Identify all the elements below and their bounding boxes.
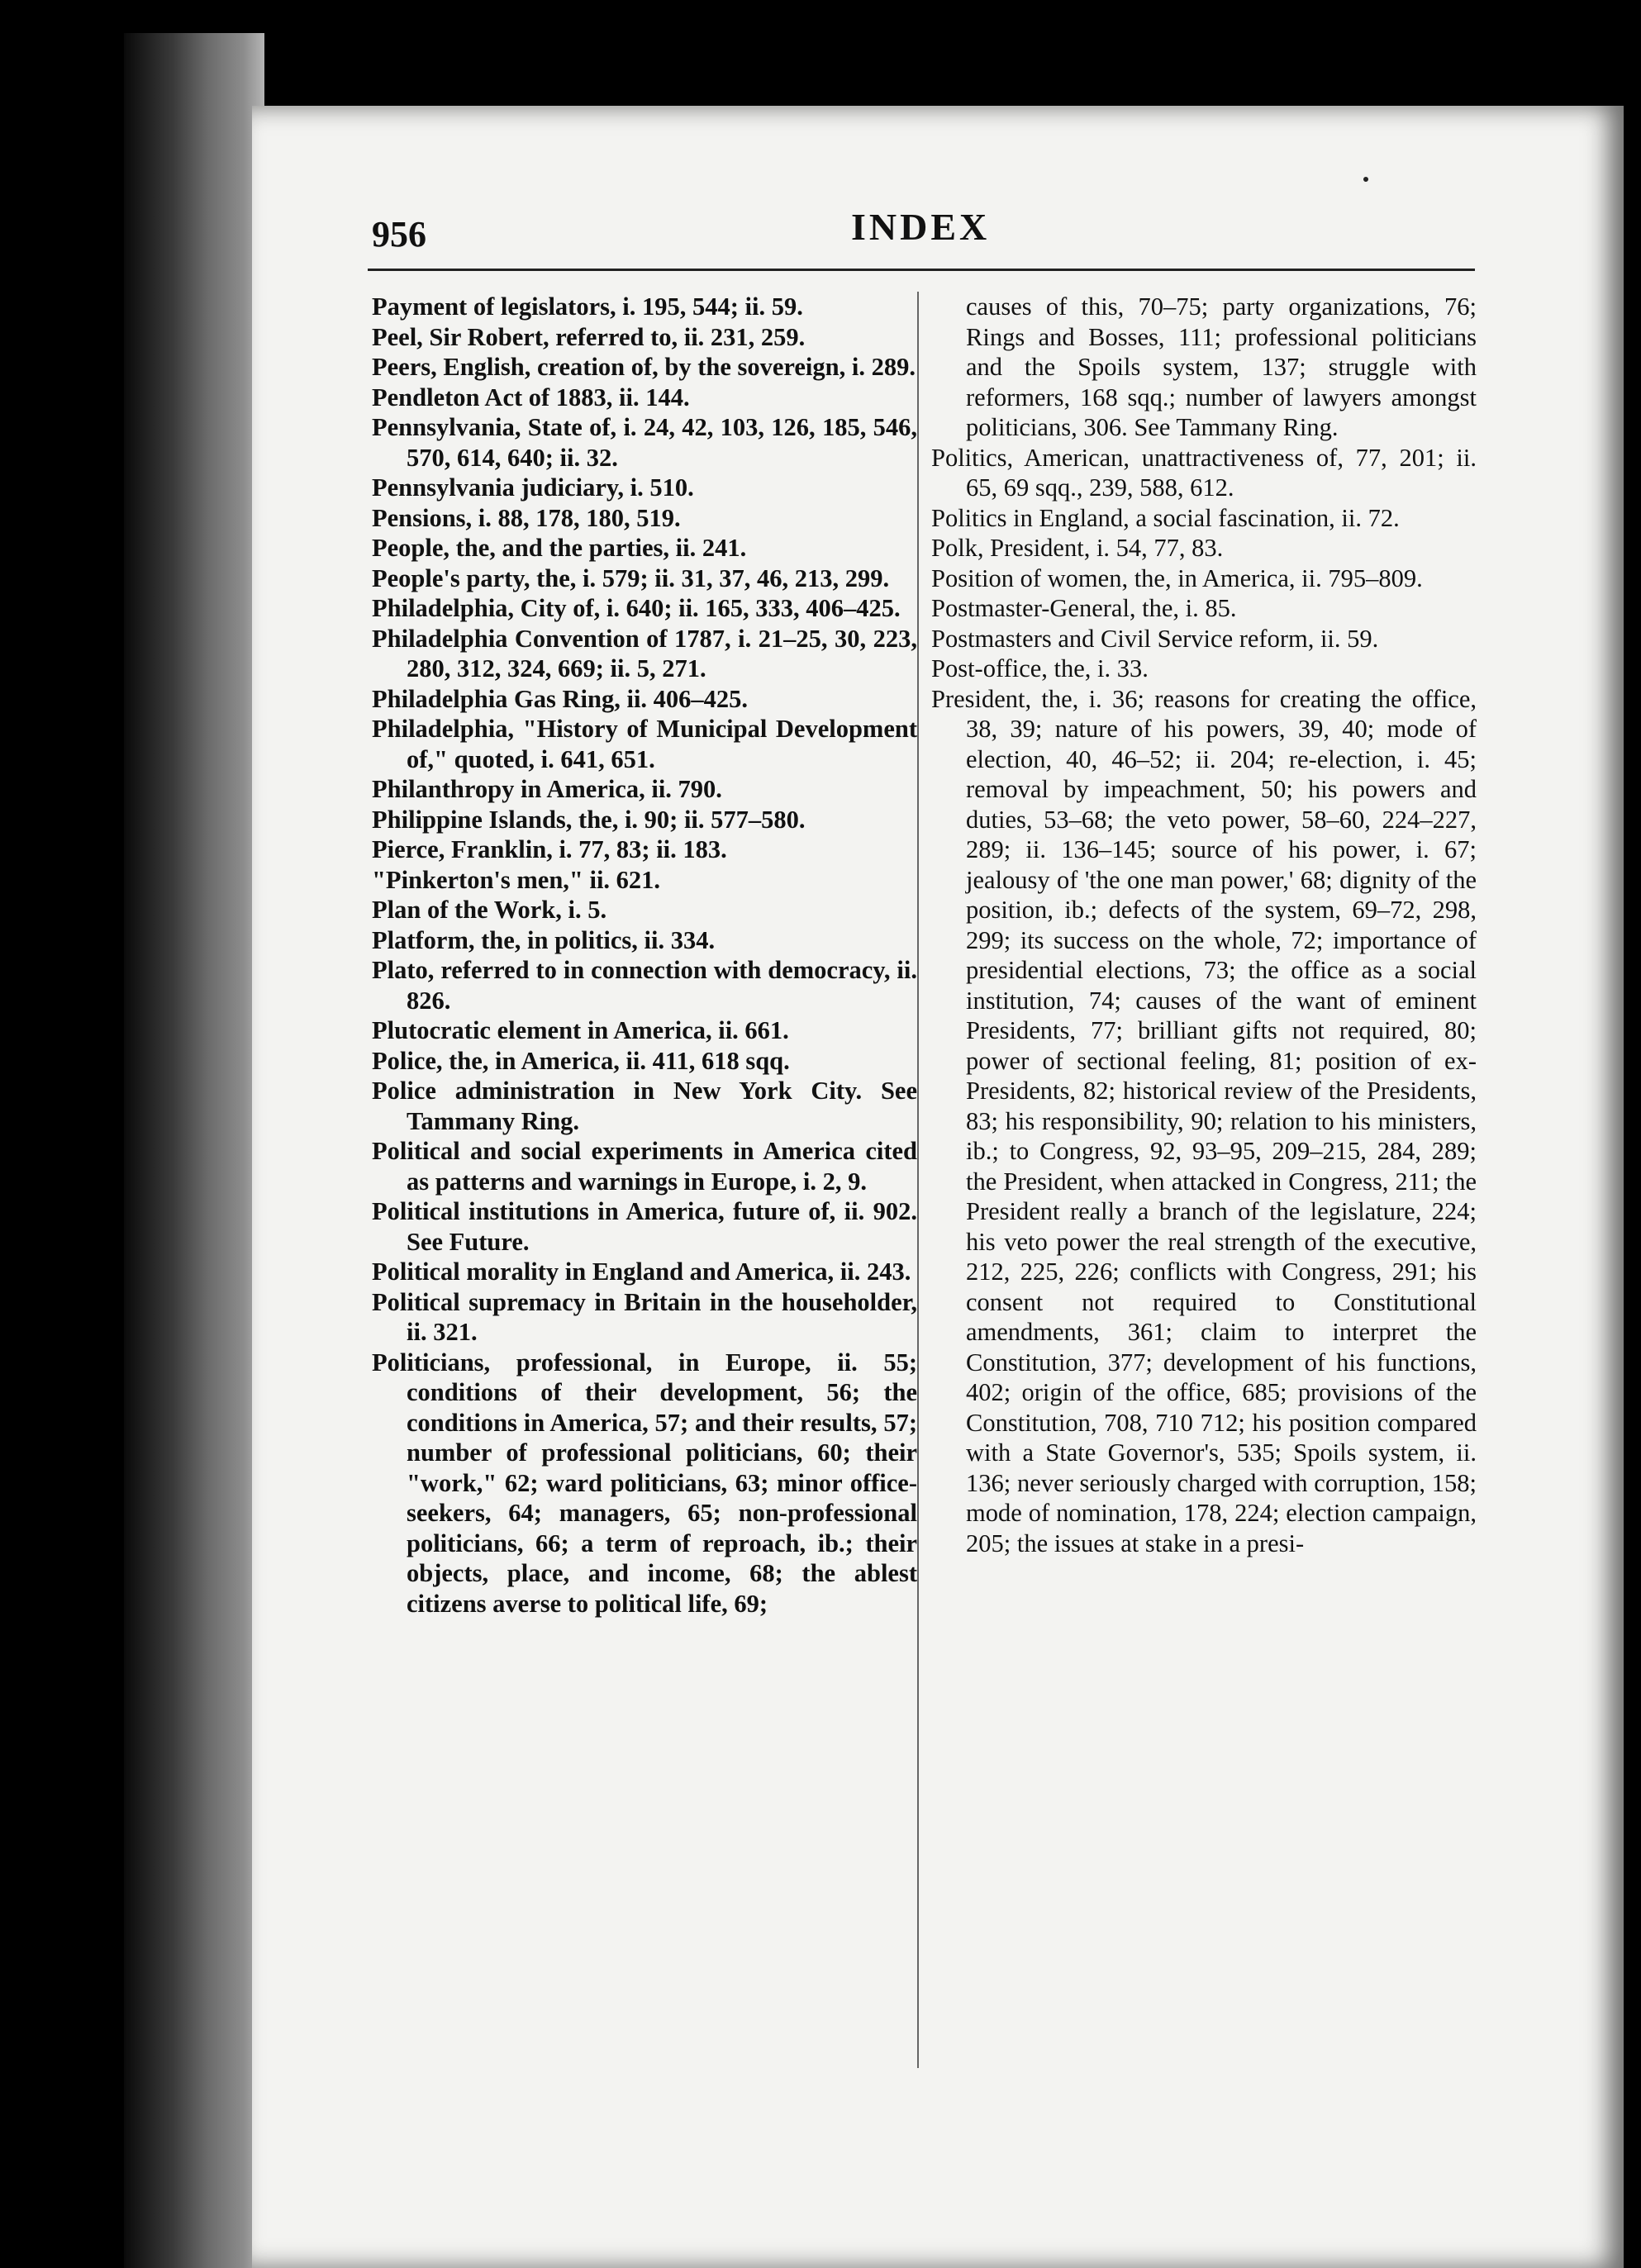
- index-entry: Philadelphia Convention of 1787, i. 21–25, 30, 223, 280, 312, 324, 669; ii. 5, 271.: [372, 624, 917, 682]
- index-entry: Platform, the, in politics, ii. 334.: [372, 925, 716, 954]
- index-entry: President, the, i. 36; reasons for creating the office, 38, 39; nature of his powers, 39, 40; mode of election, 40, 46–52; ii. 204; re-election, i. 45; removal by impeachment, 50; his powers and duties, 53–68; the veto power, 58–60, 224–227, 289; ii. 136–145; source of his power, i. 67; jealousy of 'the one man power,' 68; dignity of the position, ib.; defects of the system, 69–72, 298, 299; its success on the whole, 72; importance of presidential elections, 73; the office as a social institution, 74; causes of the want of eminent Presidents, 77; brilliant gifts not required, 80; power of sectional feeling, 81; position of ex-Presidents, 82; historical review of the Presidents, 83; his responsibility, 90; relation to his ministers, ib.; to Congress, 92, 93–95, 209–215, 284, 289; the President, when attacked in Congress, 211; the President really a branch of the legislature, 224; his veto power the real strength of the executive, 212, 225, 226; conflicts with Congress, 291; his consent not required to Constitutional amendments, 361; claim to interpret the Constitution, 377; development of his functions, 402; origin of the office, 685; provisions of the Constitution, 708, 710 712; his position compared with a State Governor's, 535; Spoils system, ii. 136; never seriously charged with corruption, 158; mode of nomination, 178, 224; election campaign, 205; the issues at stake in a presi-: [931, 684, 1477, 1557]
- index-entry: Philadelphia Gas Ring, ii. 406–425.: [372, 684, 749, 713]
- index-entry: Political supremacy in Britain in the householder, ii. 321.: [372, 1287, 917, 1346]
- index-entry: Philadelphia, City of, i. 640; ii. 165, 333, 406–425.: [372, 594, 901, 622]
- index-entry: "Pinkerton's men," ii. 621.: [372, 865, 661, 894]
- index-entry: Politics in England, a social fascination, ii. 72.: [931, 503, 1400, 532]
- index-entry: Postmaster-General, the, i. 85.: [931, 594, 1237, 622]
- index-entry: Politicians, professional, in Europe, ii. 55; conditions of their development, 56; the conditions in America, 57; and their results, 57; number of professional politicians, 60; their "work," 62; ward politicians, 63; minor office-seekers, 64; managers, 65; non-professional politicians, 66; a term of reproach, ib.; their objects, place, and income, 68; the ablest citizens averse to political life, 69;: [372, 1348, 917, 1618]
- index-entry: Payment of legislators, i. 195, 544; ii. 59.: [372, 292, 803, 321]
- index-entry: Pendleton Act of 1883, ii. 144.: [372, 383, 690, 411]
- header-rule: [368, 269, 1475, 271]
- index-entry: Postmasters and Civil Service reform, ii. 59.: [931, 624, 1379, 653]
- index-entry-continued: causes of this, 70–75; party organizations, 76; Rings and Bosses, 111; professional politicians and the Spoils system, 137; struggle with reformers, 168 sqq.; number of lawyers amongst politicians, 306. See Tammany Ring.: [966, 292, 1477, 441]
- index-entry: Police administration in New York City. See Tammany Ring.: [372, 1077, 917, 1135]
- index-entry: Peel, Sir Robert, referred to, ii. 231, 259.: [372, 322, 806, 351]
- index-entry: Philanthropy in America, ii. 790.: [372, 775, 722, 803]
- index-column-left: [372, 292, 917, 1619]
- index-entry: Post-office, the, i. 33.: [931, 654, 1149, 682]
- index-entry: Pennsylvania judiciary, i. 510.: [372, 473, 694, 502]
- index-entry: People, the, and the parties, ii. 241.: [372, 534, 747, 562]
- index-entry: Pierce, Franklin, i. 77, 83; ii. 183.: [372, 835, 727, 863]
- index-entry: Polk, President, i. 54, 77, 83.: [931, 534, 1224, 562]
- index-entry: People's party, the, i. 579; ii. 31, 37, 46, 213, 299.: [372, 563, 890, 592]
- index-entry: Political morality in England and America, ii. 243.: [372, 1258, 911, 1286]
- column-divider: [917, 292, 919, 2068]
- index-entry: Pennsylvania, State of, i. 24, 42, 103, 126, 185, 546, 570, 614, 640; ii. 32.: [372, 413, 917, 472]
- page-number: 956: [372, 214, 426, 254]
- index-entry: Peers, English, creation of, by the sovereign, i. 289.: [372, 353, 916, 381]
- book-binding: [124, 33, 264, 2268]
- index-entry: Police, the, in America, ii. 411, 618 sqq.: [372, 1046, 790, 1075]
- index-entry: Plato, referred to in connection with democracy, ii. 826.: [372, 956, 917, 1015]
- ink-speck: [1363, 177, 1368, 182]
- index-entry: Philippine Islands, the, i. 90; ii. 577–580.: [372, 805, 806, 834]
- index-entry: Pensions, i. 88, 178, 180, 519.: [372, 503, 681, 532]
- index-entry: Political institutions in America, future of, ii. 902. See Future.: [372, 1197, 917, 1256]
- index-entry: Position of women, the, in America, ii. 795–809.: [931, 563, 1423, 592]
- index-entry: Political and social experiments in America cited as patterns and warnings in Europe, i. 2, 9.: [372, 1137, 917, 1196]
- index-entry: Politics, American, unattractiveness of, 77, 201; ii. 65, 69 sqq., 239, 588, 612.: [931, 443, 1477, 502]
- index-column-right: [931, 292, 1477, 1558]
- book-page: [252, 106, 1624, 2268]
- index-entry: Philadelphia, "History of Municipal Development of," quoted, i. 641, 651.: [372, 715, 917, 773]
- page-title: INDEX: [851, 206, 991, 248]
- index-entry: Plutocratic element in America, ii. 661.: [372, 1016, 789, 1044]
- index-entry: Plan of the Work, i. 5.: [372, 896, 607, 924]
